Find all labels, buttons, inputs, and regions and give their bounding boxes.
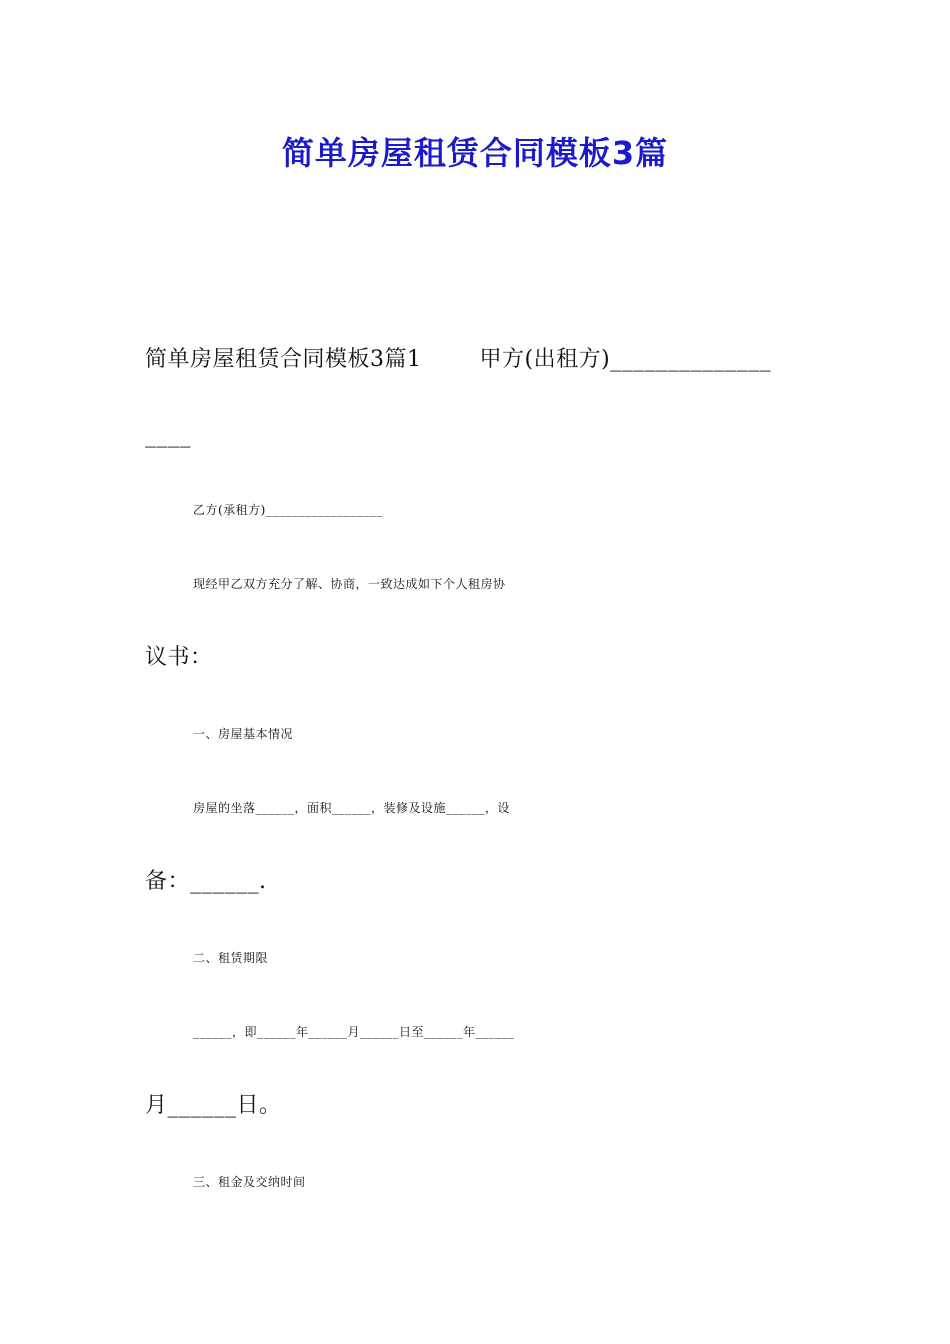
heading-section-1: 一、房屋基本情况 [193,727,294,741]
paragraph-agreement-intro: 现经甲乙双方充分了解、协商，一致达成如下个人租房协 [193,577,506,591]
heading-section-2: 二、租赁期限 [193,951,269,965]
paragraph-party-a-continued: ____ [145,423,191,448]
paragraph-house-details-continued: 备：______. [145,869,267,894]
paragraph-lease-term: ______，即______年______月______日至______年______ [193,1025,515,1039]
paragraph-lease-term-continued: 月______日。 [145,1093,282,1118]
paragraph-party-a [145,344,807,376]
heading-section-3: 三、租金及交纳时间 [193,1175,306,1189]
paragraph-party-b: 乙方(承租方)__________________ [193,503,383,517]
paragraph-agreement-intro-continued: 议书： [145,645,213,670]
section-heading-contract-1: 简单房屋租赁合同模板3篇1 [145,347,422,372]
document-title: 简单房屋租赁合同模板3篇 [281,134,669,172]
party-a-field: 甲方(出租方)______________ [479,347,772,372]
paragraph-house-details: 房屋的坐落______，面积______，装修及设施______，设 [193,801,511,815]
